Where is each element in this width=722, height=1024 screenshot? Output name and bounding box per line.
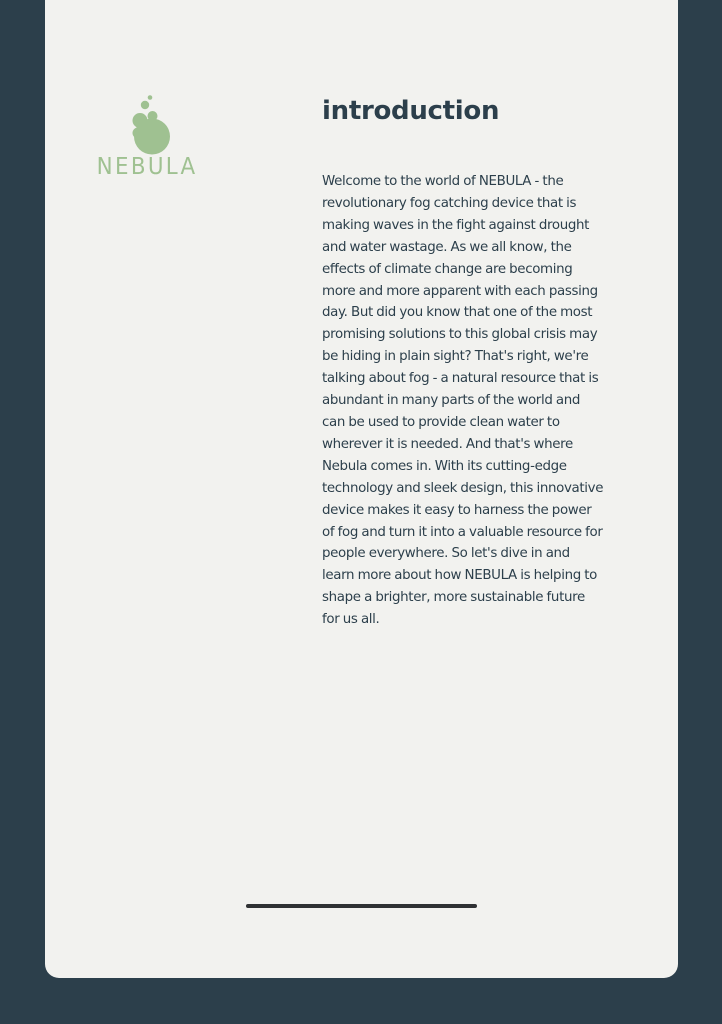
page-title: introduction	[322, 96, 500, 126]
intro-paragraph: Welcome to the world of NEBULA - the revolutionary fog catching device that is making waves in the fight against drought and water wastage. As we all know, the effects of climate change are becoming more and more apparent with each passing day. But did you know that one of the most promising solutions to this global crisis may be hiding in plain sight? That's right, we're talking about fog - a natural resource that is abundant in many parts of the world and can be used to provide clean water to wherever it is needed. And that's where Nebula comes in. With its cutting-edge technology and sleek design, this innovative device makes it easy to harness the power of fog and turn it into a valuable resource for people everywhere. So let's dive in and learn more about how NEBULA is helping to shape a brighter, more sustainable future for us all.	[322, 174, 604, 628]
droplets-icon	[131, 95, 173, 157]
home-indicator[interactable]	[246, 904, 477, 908]
document-page	[45, 0, 678, 978]
brand-wordmark: NEBULA	[96, 154, 198, 180]
brand-logo	[95, 95, 209, 199]
